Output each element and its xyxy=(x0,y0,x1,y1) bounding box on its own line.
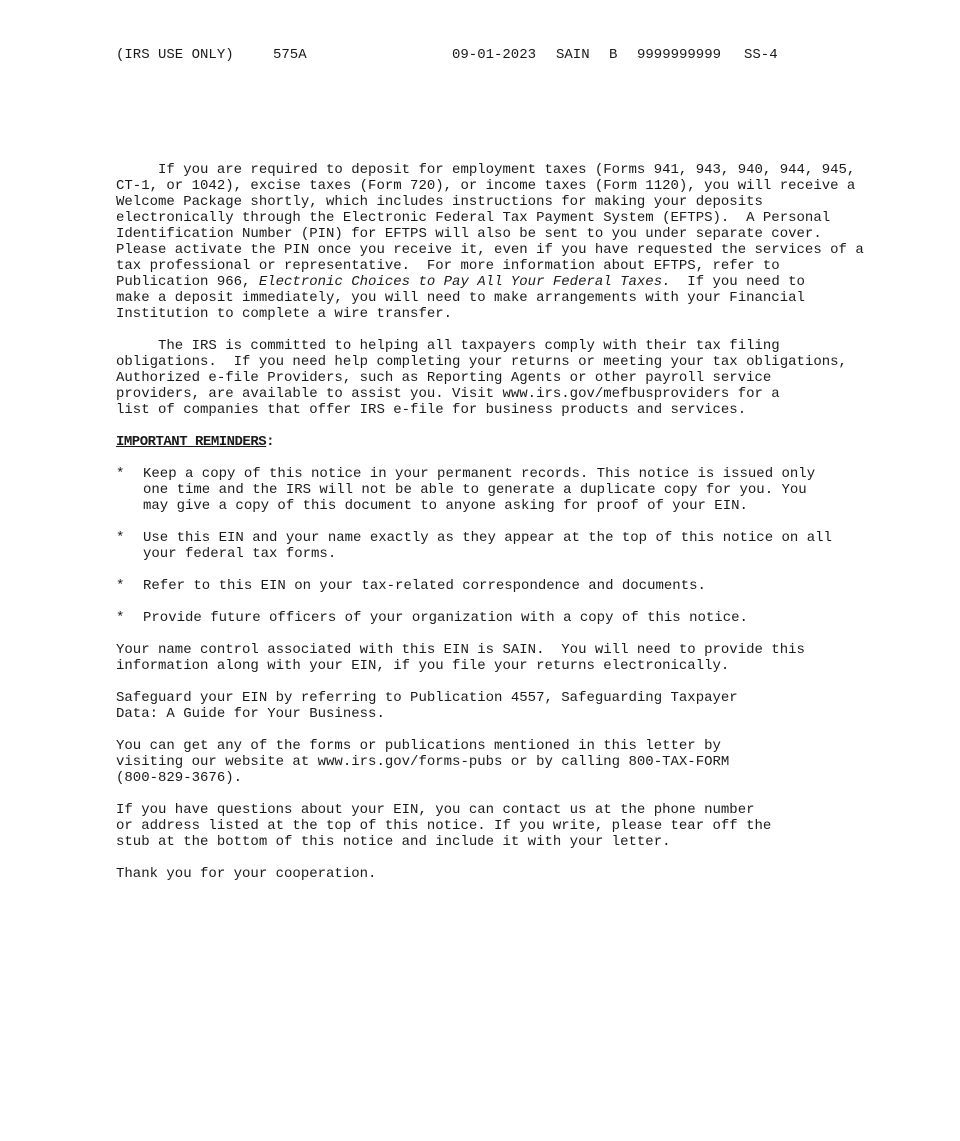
thanks-paragraph: Thank you for your cooperation. xyxy=(116,866,377,882)
notice-date: 09-01-2023 xyxy=(452,47,537,63)
publication-title: Electronic Choices to Pay All Your Federal Taxes. xyxy=(258,274,671,290)
deposit-line: CT-1, or 1042), excise taxes (Form 720), or income taxes (Form 1120), you will receive a xyxy=(116,178,856,194)
name-control-paragraph: Your name control associated with this EIN is SAIN. You will need to provide this information along with your EIN, if you file your returns electronically. xyxy=(116,642,805,674)
list-item xyxy=(116,610,911,626)
reminders-heading-text: IMPORTANT REMINDERS xyxy=(116,434,267,450)
reminder-text: Refer to this EIN on your tax-related correspondence and documents. xyxy=(143,578,706,594)
letter-code: B xyxy=(609,47,618,63)
notice-header xyxy=(116,47,816,65)
deposit-line: Publication 966, xyxy=(116,274,259,290)
list-item xyxy=(116,578,911,594)
irs-use-only-label: (IRS USE ONLY) xyxy=(116,47,234,63)
notice-body xyxy=(116,162,911,898)
deposit-line: make a deposit immediately, you will need to make arrangements with your Financial xyxy=(116,290,805,306)
deposit-line: Identification Number (PIN) for EFTPS will also be sent to you under separate cover. xyxy=(116,226,822,242)
header-name-control: SAIN xyxy=(556,47,590,63)
reminders-heading-colon: : xyxy=(266,434,275,450)
reminder-text: Keep a copy of this notice in your permanent records. This notice is issued only one time and the IRS will not be able to generate a duplicate copy for you. You may give a copy of this document to anyone asking for proof of your EIN. xyxy=(143,466,816,514)
deposit-line: tax professional or representative. For more information about EFTPS, refer to xyxy=(116,258,780,274)
form-code: 575A xyxy=(273,47,307,63)
bullet-star: * xyxy=(116,610,125,626)
list-item xyxy=(116,530,911,562)
deposit-line: Welcome Package shortly, which includes instructions for making your deposits xyxy=(116,194,763,210)
reminder-text: Use this EIN and your name exactly as they appear at the top of this notice on all your federal tax forms. xyxy=(143,530,832,562)
bullet-star: * xyxy=(116,530,125,546)
deposit-line: If you need to xyxy=(670,274,805,290)
forms-paragraph: You can get any of the forms or publications mentioned in this letter by visiting our website at www.irs.gov/forms-pubs or by calling 800-TAX-FORM (800-829-3676). xyxy=(116,738,730,786)
form-type: SS-4 xyxy=(744,47,778,63)
list-item xyxy=(116,466,911,514)
deposit-paragraph xyxy=(116,162,911,322)
reminder-text: Provide future officers of your organization with a copy of this notice. xyxy=(143,610,748,626)
deposit-line: electronically through the Electronic Federal Tax Payment System (EFTPS). A Personal xyxy=(116,210,831,226)
header-ein: 9999999999 xyxy=(637,47,722,63)
deposit-line: Institution to complete a wire transfer. xyxy=(116,306,453,322)
bullet-star: * xyxy=(116,466,125,482)
deposit-line: If you are required to deposit for employment taxes (Forms 941, 943, 940, 944, 945, xyxy=(116,162,856,178)
efile-paragraph: The IRS is committed to helping all taxpayers comply with their tax filing obligations. If you need help completing your returns or meeting your tax obligations, Authorized e-file Providers, such as Reporting Agents or other payroll service providers, are available to assist you. Visit www.irs.gov/mefbusproviders for a list of companies that offer IRS e-file for business products and services. xyxy=(116,338,847,418)
safeguard-paragraph: Safeguard your EIN by referring to Publication 4557, Safeguarding Taxpayer Data: A Guide for Your Business. xyxy=(116,690,738,722)
deposit-line: Please activate the PIN once you receive it, even if you have requested the services of a xyxy=(116,242,864,258)
questions-paragraph: If you have questions about your EIN, you can contact us at the phone number or address listed at the top of this notice. If you write, please tear off the stub at the bottom of this notice and include it with your letter. xyxy=(116,802,772,850)
reminders-list xyxy=(116,466,911,626)
reminders-heading xyxy=(116,434,911,450)
bullet-star: * xyxy=(116,578,125,594)
